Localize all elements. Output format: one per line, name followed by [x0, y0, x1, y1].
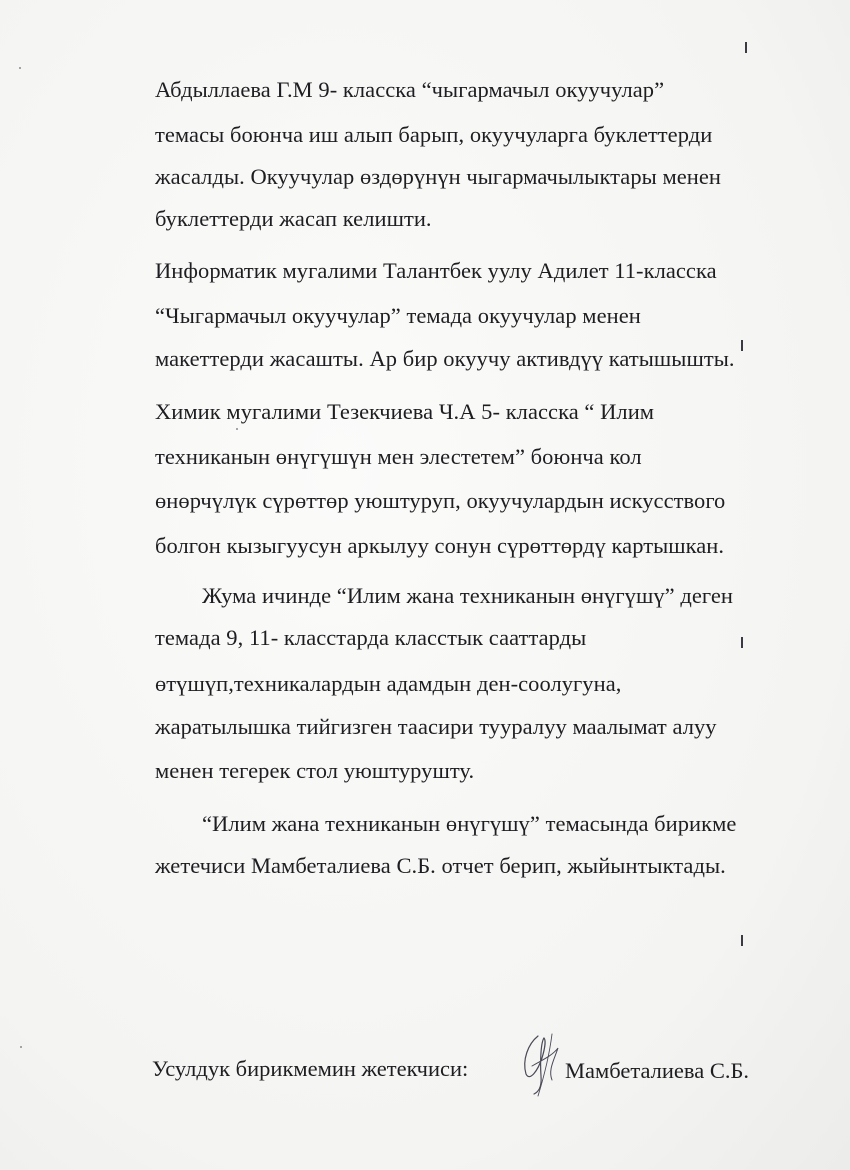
paragraph-2-line-3: макеттерди жасашты. Ар бир окуучу активдүү катышышты. [155, 346, 735, 371]
paragraph-2-line-2: “Чыгармачыл окуучулар” темада окуучулар менен [155, 303, 641, 328]
scan-mark [741, 935, 743, 946]
signature-label: Усулдук бирикмемин жетекчиси: [152, 1056, 469, 1081]
scan-mark [745, 42, 747, 53]
paragraph-4-line-1: Жума ичинде “Илим жана техниканын өнүгүшү” деген [202, 583, 734, 608]
paragraph-4-line-4: жаратылышка тийгизген таасири тууралуу маалымат алуу [155, 714, 717, 739]
scan-mark [741, 340, 743, 351]
paragraph-5-line-2: жетечиси Мамбеталиева С.Б. отчет берип, жыйынтыктады. [155, 853, 726, 878]
paragraph-3-line-3: өнөрчүлүк сүрөттөр уюштуруп, окуучулардын искусствого [155, 488, 726, 513]
paragraph-3-line-2: техниканын өнүгүшүн мен элестетем” боюнча кол [155, 444, 642, 469]
signatory-name: Мамбеталиева С.Б. [565, 1058, 750, 1083]
paragraph-1-line-2: темасы боюнча иш алып барып, окуучуларга буклеттерди [155, 122, 713, 147]
scan-mark [741, 637, 743, 648]
handwritten-signature [508, 1030, 570, 1100]
paragraph-2-line-1: Информатик мугалими Талантбек уулу Адилет 11-класска [155, 258, 717, 283]
scan-dust [236, 428, 238, 430]
paragraph-3-line-4: болгон кызыгуусун аркылуу сонун сүрөттөрдү картышкан. [155, 533, 725, 558]
paragraph-4-line-3: өтүшүп,техникалардын адамдын ден-соолугуна, [155, 671, 622, 696]
scan-dust [20, 1046, 22, 1048]
paragraph-5-line-1: “Илим жана техниканын өнүгүшү” темасында бирикме [202, 811, 737, 836]
paragraph-1-line-1: Абдыллаева Г.М 9- класска “чыгармачыл окуучулар” [155, 77, 665, 102]
scan-dust [19, 67, 21, 69]
paragraph-1-line-3: жасалды. Окуучулар өздөрүнүн чыгармачылыктары менен [155, 164, 722, 189]
paragraph-3-line-1: Химик мугалими Тезекчиева Ч.А 5- класска “ Илим [155, 399, 655, 424]
paragraph-4-line-5: менен тегерек стол уюштурушту. [155, 758, 475, 783]
paragraph-4-line-2: темада 9, 11- класстарда класстык сааттарды [155, 625, 587, 650]
paragraph-1-line-4: буклеттерди жасап келишти. [155, 206, 432, 231]
